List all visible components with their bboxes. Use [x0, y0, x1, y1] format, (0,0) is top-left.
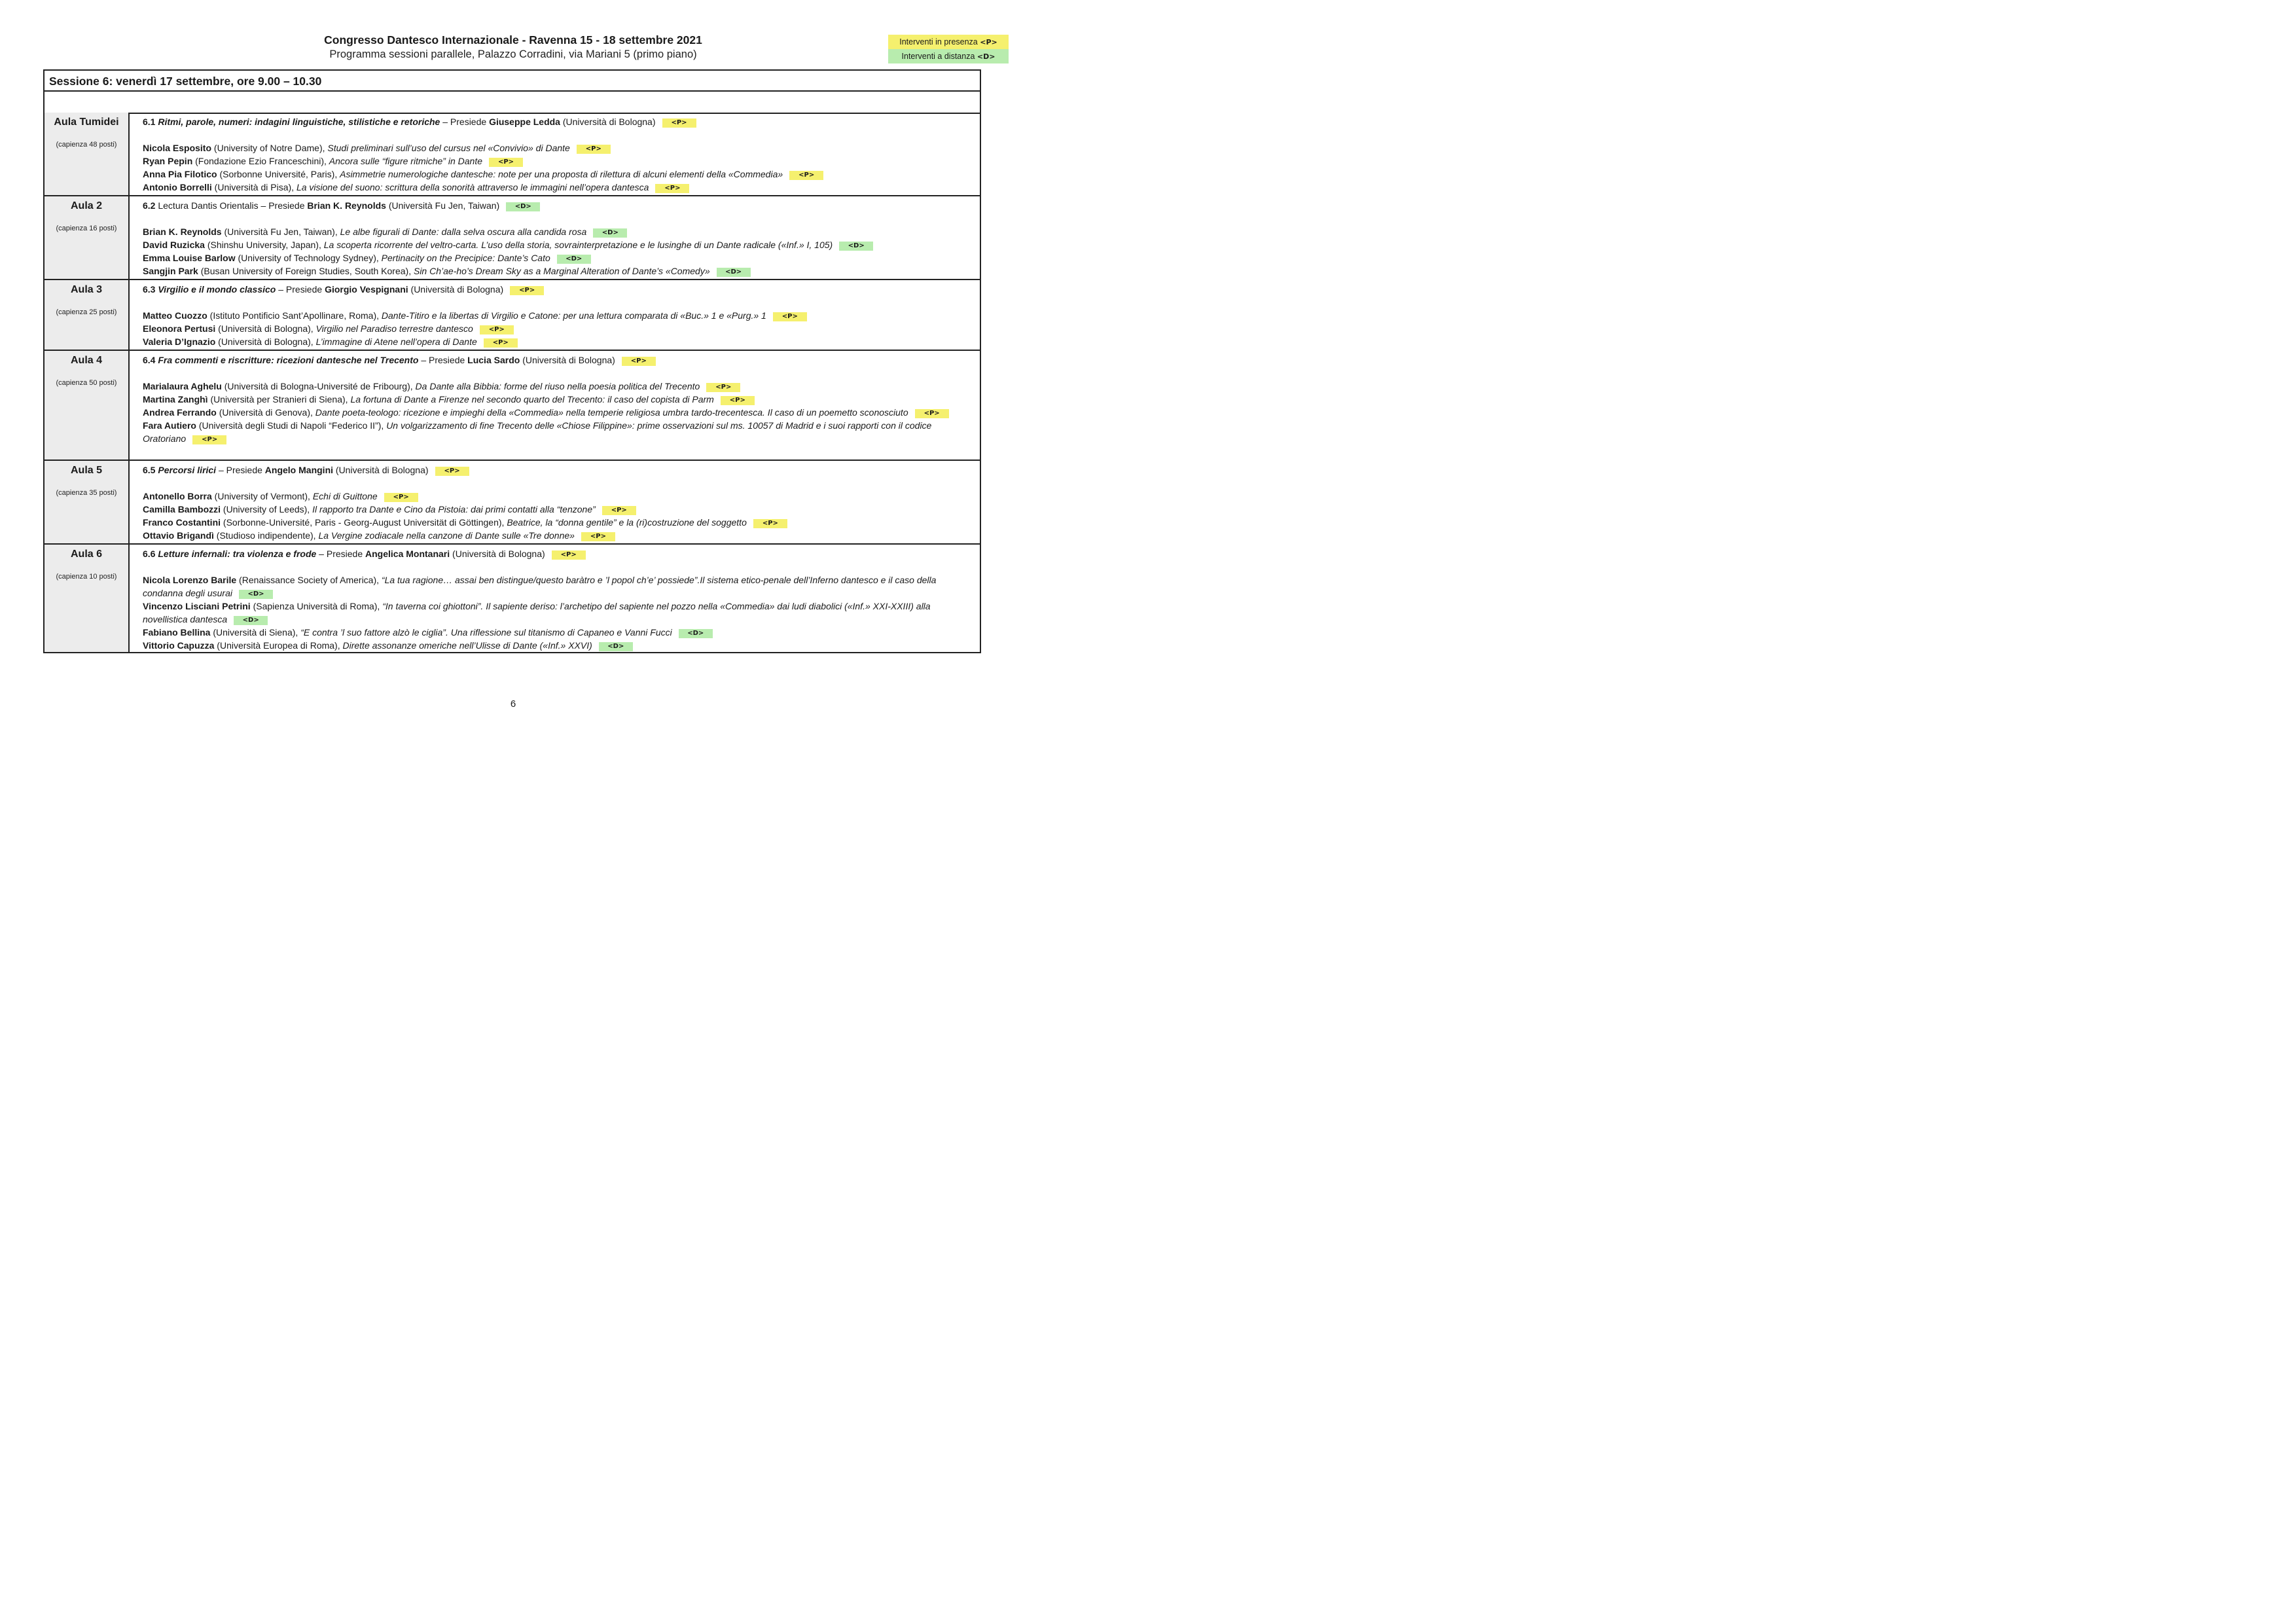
- speaker-name: Valeria D’Ignazio: [143, 336, 216, 347]
- presence-tag: <P>: [622, 357, 656, 366]
- talk-item: [143, 264, 975, 278]
- talk-item: [143, 490, 975, 503]
- panel-chair-prefix: – Presiede: [276, 284, 325, 295]
- talk-item: [143, 225, 975, 238]
- distance-tag: <D>: [239, 590, 273, 599]
- talk-item: [143, 251, 975, 264]
- speaker-affiliation: (Università di Siena),: [210, 627, 301, 638]
- legend-presence-tag: <P>: [980, 38, 997, 46]
- speaker-affiliation: (Studioso indipendente),: [213, 530, 319, 541]
- panel-chair: Brian K. Reynolds: [307, 200, 386, 211]
- room-row: [45, 545, 980, 652]
- talk-title: La fortuna di Dante a Firenze nel secondo quarto del Trecento: il caso del copista di Parm: [350, 394, 714, 405]
- talk-title: Virgilio nel Paradiso terrestre dantesco: [315, 323, 473, 334]
- room-capacity: (capienza 10 posti): [56, 573, 117, 581]
- room-name: Aula 5: [70, 465, 102, 476]
- room-cell: [45, 196, 130, 279]
- talk-title: Dirette assonanze omeriche nell’Ulisse di Dante («Inf.» XXVI): [342, 640, 592, 651]
- talk-item: [143, 154, 975, 168]
- panel-chair-affiliation: (Università di Bologna): [408, 284, 504, 295]
- presence-tag: <P>: [721, 396, 755, 405]
- legend-distance-label: Interventi a distanza: [901, 52, 975, 61]
- spacer: [143, 477, 975, 490]
- talk-title: Da Dante alla Bibbia: forme del riuso nella poesia politica del Trecento: [415, 381, 700, 391]
- session-table: [43, 69, 981, 653]
- speaker-affiliation: (Università di Bologna-Université de Fribourg),: [221, 381, 416, 391]
- speaker-name: David Ruzicka: [143, 240, 205, 250]
- room-row: [45, 113, 980, 196]
- spacer: [143, 367, 975, 380]
- page-subtitle: Programma sessioni parallele, Palazzo Corradini, via Mariani 5 (primo piano): [329, 48, 697, 60]
- room-cell: [45, 113, 130, 195]
- room-capacity: (capienza 25 posti): [56, 308, 117, 316]
- speaker-affiliation: (Università di Genova),: [216, 407, 315, 418]
- spacer: [143, 296, 975, 309]
- speaker-affiliation: (Università di Bologna),: [215, 323, 316, 334]
- presence-tag: <P>: [706, 383, 740, 392]
- panel-number: 6.3: [143, 284, 158, 295]
- speaker-affiliation: (University of Leeds),: [221, 504, 313, 514]
- distance-tag: <D>: [599, 642, 633, 651]
- talk-item: [143, 419, 975, 445]
- speaker-name: Vittorio Capuzza: [143, 640, 215, 651]
- presence-tag: <P>: [789, 171, 823, 180]
- room-capacity: (capienza 48 posti): [56, 141, 117, 149]
- panel-chair-affiliation: (Università di Bologna): [450, 549, 545, 559]
- speaker-name: Martina Zanghì: [143, 394, 208, 405]
- room-name: Aula 3: [70, 284, 102, 295]
- talk-title: La Vergine zodiacale nella canzone di Dante sulle «Tre donne»: [318, 530, 575, 541]
- presence-tag: <P>: [480, 325, 514, 334]
- talk-item: [143, 238, 975, 251]
- talk-title: L’immagine di Atene nell’opera di Dante: [315, 336, 477, 347]
- panel-line: [143, 283, 975, 296]
- speaker-name: Andrea Ferrando: [143, 407, 217, 418]
- room-row: [45, 196, 980, 280]
- talk-item: [143, 573, 975, 600]
- presence-tag: <P>: [581, 532, 615, 541]
- panel-number: 6.1: [143, 117, 158, 127]
- panel-chair: Angelo Mangini: [264, 465, 334, 475]
- distance-tag: <D>: [506, 202, 540, 211]
- talk-item: [143, 516, 975, 529]
- blank-row: [45, 92, 980, 114]
- speaker-affiliation: (Busan University of Foreign Studies, South Korea),: [198, 266, 414, 276]
- room-row: [45, 351, 980, 461]
- panel-chair-prefix: – Presiede: [316, 549, 366, 559]
- speaker-affiliation: (Università di Bologna),: [215, 336, 316, 347]
- talk-title: Il rapporto tra Dante e Cino da Pistoia: dai primi contatti alla “tenzone”: [312, 504, 596, 514]
- distance-tag: <D>: [717, 268, 751, 277]
- speaker-name: Vincenzo Lisciani Petrini: [143, 601, 251, 611]
- talk-title: “La tua ragione… assai ben distingue/questo baràtro e ’l popol ch’e’ possiede”.Il sistema etico-penale dell’Inferno dantesco e il caso della condanna degli usurai: [143, 575, 937, 598]
- panel-number: 6.5: [143, 465, 158, 475]
- panel-title: Percorsi lirici: [158, 465, 217, 475]
- talk-title: Asimmetrie numerologiche dantesche: note per una proposta di rilettura di alcuni elementi della «Commedia»: [340, 169, 783, 179]
- speaker-name: Antonio Borrelli: [143, 182, 212, 192]
- speaker-name: Fara Autiero: [143, 420, 196, 431]
- speaker-name: Fabiano Bellina: [143, 627, 211, 638]
- speaker-name: Matteo Cuozzo: [143, 310, 207, 321]
- speaker-affiliation: (Fondazione Ezio Franceschini),: [192, 156, 329, 166]
- panel-title: Letture infernali: tra violenza e frode: [158, 549, 317, 559]
- presence-tag: <P>: [915, 409, 949, 418]
- speaker-affiliation: (Sorbonne Université, Paris),: [217, 169, 340, 179]
- panel-line: [143, 547, 975, 560]
- presence-tag: <P>: [489, 158, 523, 167]
- room-cell: [45, 461, 130, 543]
- room-capacity: (capienza 16 posti): [56, 225, 117, 232]
- talk-title: Beatrice, la “donna gentile” e la (ri)costruzione del soggetto: [507, 517, 747, 528]
- presence-tag: <P>: [753, 519, 787, 528]
- panel-title: Virgilio e il mondo classico: [158, 284, 276, 295]
- room-program: [143, 463, 975, 542]
- speaker-affiliation: (University of Vermont),: [211, 491, 313, 501]
- talk-item: [143, 406, 975, 419]
- room-row: [45, 280, 980, 351]
- speaker-name: Ottavio Brigandì: [143, 530, 214, 541]
- room-program: [143, 547, 975, 652]
- talk-title: Studi preliminari sull’uso del cursus nel «Convivio» di Dante: [327, 143, 570, 153]
- legend-distance-tag: <D>: [977, 52, 996, 61]
- presence-tag: <P>: [662, 118, 696, 128]
- room-name: Aula Tumidei: [54, 117, 119, 128]
- speaker-affiliation: (Shinshu University, Japan),: [204, 240, 324, 250]
- talk-title: Pertinacity on the Precipice: Dante’s Cato: [381, 253, 550, 263]
- room-row: [45, 461, 980, 545]
- presence-tag: <P>: [484, 338, 518, 348]
- talk-title: Dante-Titiro e la libertas di Virgilio e Catone: per una lettura comparata di «Buc.» 1 e «Purg.» 1: [381, 310, 766, 321]
- talk-item: [143, 322, 975, 335]
- presence-tag: <P>: [773, 312, 807, 321]
- talk-item: [143, 335, 975, 348]
- talk-title: La scoperta ricorrente del veltro-carta. L’uso della storia, sovrainterpretazione e le lusinghe di un Dante radicale («Inf.» I, 105): [323, 240, 833, 250]
- speaker-affiliation: (University of Notre Dame),: [211, 143, 328, 153]
- panel-chair-prefix: – Presiede: [258, 200, 308, 211]
- talk-item: [143, 380, 975, 393]
- room-name: Aula 2: [70, 200, 102, 211]
- session-title: Sessione 6: venerdì 17 settembre, ore 9.00 – 10.30: [45, 71, 980, 92]
- speaker-affiliation: (Università di Pisa),: [211, 182, 296, 192]
- talk-item: [143, 141, 975, 154]
- room-capacity: (capienza 35 posti): [56, 489, 117, 497]
- talk-title: Un volgarizzamento di fine Trecento delle «Chiose Filippine»: prime osservazioni sul ms. 10057 di Madrid e i suoi rapporti con il codice Oratoriano: [143, 420, 932, 444]
- speaker-affiliation: (Università degli Studi di Napoli “Federico II”),: [196, 420, 387, 431]
- panel-chair: Angelica Montanari: [365, 549, 450, 559]
- spacer: [143, 212, 975, 225]
- room-program: [143, 353, 975, 445]
- speaker-name: Sangjin Park: [143, 266, 198, 276]
- speaker-affiliation: (Università Fu Jen, Taiwan),: [221, 226, 340, 237]
- presence-tag: <P>: [384, 493, 418, 502]
- talk-title: “In taverna coi ghiottoni”. Il sapiente deriso: l’archetipo del sapiente nel pozzo nella «Commedia» dai ludi diabolici («Inf.» XXI-XXIII) alla novellistica dantesca: [143, 601, 931, 624]
- talk-item: [143, 529, 975, 542]
- room-name: Aula 6: [70, 549, 102, 560]
- speaker-name: Nicola Esposito: [143, 143, 212, 153]
- talk-item: [143, 309, 975, 322]
- legend-distance: [888, 49, 1009, 63]
- panel-chair: Giuseppe Ledda: [489, 117, 560, 127]
- panel-number: 6.2: [143, 200, 158, 211]
- panel-line: [143, 353, 975, 367]
- panel-line: [143, 199, 975, 212]
- distance-tag: <D>: [557, 255, 591, 264]
- presence-tag: <P>: [602, 506, 636, 515]
- panel-chair: Giorgio Vespignani: [325, 284, 408, 295]
- spacer: [143, 128, 975, 141]
- talk-item: [143, 639, 975, 652]
- room-program: [143, 283, 975, 348]
- presence-tag: <P>: [510, 286, 544, 295]
- speaker-name: Brian K. Reynolds: [143, 226, 222, 237]
- speaker-name: Anna Pia Filotico: [143, 169, 217, 179]
- speaker-affiliation: (Università Europea di Roma),: [214, 640, 343, 651]
- legend-presence: [888, 35, 1009, 49]
- distance-tag: <D>: [593, 228, 627, 238]
- presence-tag: <P>: [552, 550, 586, 560]
- spacer: [143, 560, 975, 573]
- speaker-affiliation: (Sapienza Università di Roma),: [250, 601, 383, 611]
- talk-title: Sin Ch’ae-ho’s Dream Sky as a Marginal Alteration of Dante’s «Comedy»: [413, 266, 710, 276]
- speaker-affiliation: (Sorbonne-Université, Paris - Georg-August Universität di Göttingen),: [221, 517, 507, 528]
- presence-tag: <P>: [435, 467, 469, 476]
- distance-tag: <D>: [234, 616, 268, 625]
- talk-item: [143, 626, 975, 639]
- presence-tag: <P>: [577, 145, 611, 154]
- speaker-affiliation: (Università per Stranieri di Siena),: [207, 394, 351, 405]
- speaker-name: Ryan Pepin: [143, 156, 193, 166]
- panel-chair: Lucia Sardo: [467, 355, 520, 365]
- talk-title: Echi di Guittone: [312, 491, 378, 501]
- talk-item: [143, 393, 975, 406]
- page-title: Congresso Dantesco Internazionale - Ravenna 15 - 18 settembre 2021: [324, 33, 702, 46]
- room-capacity: (capienza 50 posti): [56, 379, 117, 387]
- speaker-affiliation: (University of Technology Sydney),: [235, 253, 382, 263]
- room-cell: [45, 545, 130, 652]
- panel-chair-affiliation: (Università di Bologna): [560, 117, 656, 127]
- presence-tag: <P>: [192, 435, 226, 444]
- room-name: Aula 4: [70, 355, 102, 366]
- room-program: [143, 115, 975, 194]
- talk-item: [143, 168, 975, 181]
- page-header: [0, 33, 1026, 62]
- talk-title: Ancora sulle “figure ritmiche” in Dante: [329, 156, 483, 166]
- talk-title: La visione del suono: scrittura della sonorità attraverso le immagini nell’opera dantesca: [296, 182, 649, 192]
- speaker-name: Franco Costantini: [143, 517, 221, 528]
- legend-presence-label: Interventi in presenza: [899, 37, 978, 46]
- speaker-affiliation: (Renaissance Society of America),: [236, 575, 382, 585]
- speaker-name: Camilla Bambozzi: [143, 504, 221, 514]
- page-number: 6: [510, 698, 516, 710]
- speaker-name: Marialaura Aghelu: [143, 381, 222, 391]
- talk-title: Dante poeta-teologo: ricezione e impieghi della «Commedia» nella temperie religiosa umbra tardo-trecentesca. Il caso di un poemetto sconosciuto: [315, 407, 908, 418]
- panel-chair-prefix: – Presiede: [440, 117, 490, 127]
- panel-chair-affiliation: (Università di Bologna): [520, 355, 615, 365]
- panel-title: Ritmi, parole, numeri: indagini linguistiche, stilistiche e retoriche: [158, 117, 440, 127]
- distance-tag: <D>: [679, 629, 713, 638]
- panel-chair-prefix: – Presiede: [418, 355, 468, 365]
- talk-item: [143, 503, 975, 516]
- speaker-affiliation: (Istituto Pontificio Sant’Apollinare, Roma),: [207, 310, 382, 321]
- legend: [888, 35, 1009, 63]
- panel-chair-prefix: – Presiede: [216, 465, 265, 475]
- talk-item: [143, 181, 975, 194]
- room-program: [143, 199, 975, 278]
- panel-chair-affiliation: (Università Fu Jen, Taiwan): [386, 200, 500, 211]
- panel-line: [143, 463, 975, 477]
- distance-tag: <D>: [839, 242, 873, 251]
- room-cell: [45, 351, 130, 460]
- panel-title: Fra commenti e riscritture: ricezioni dantesche nel Trecento: [158, 355, 419, 365]
- panel-line: [143, 115, 975, 128]
- talk-item: [143, 600, 975, 626]
- talk-title: “E contra ’l suo fattore alzò le ciglia”. Una riflessione sul titanismo di Capaneo e Vanni Fucci: [300, 627, 672, 638]
- speaker-name: Nicola Lorenzo Barile: [143, 575, 237, 585]
- presence-tag: <P>: [655, 184, 689, 193]
- panel-title: Lectura Dantis Orientalis: [158, 200, 259, 211]
- speaker-name: Emma Louise Barlow: [143, 253, 236, 263]
- panel-chair-affiliation: (Università di Bologna): [333, 465, 429, 475]
- panel-number: 6.4: [143, 355, 158, 365]
- speaker-name: Eleonora Pertusi: [143, 323, 216, 334]
- room-cell: [45, 280, 130, 350]
- panel-number: 6.6: [143, 549, 158, 559]
- talk-title: Le albe figurali di Dante: dalla selva oscura alla candida rosa: [340, 226, 587, 237]
- speaker-name: Antonello Borra: [143, 491, 212, 501]
